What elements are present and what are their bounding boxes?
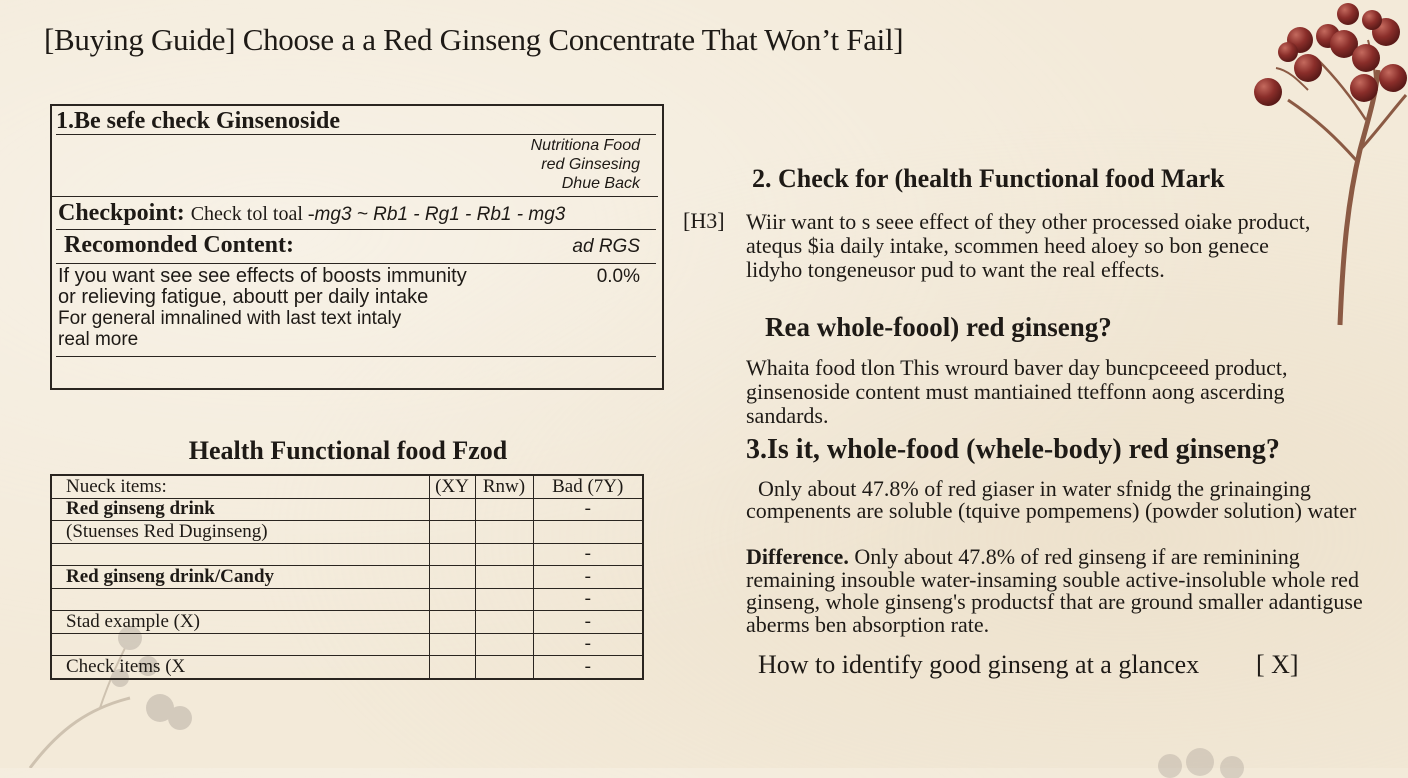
table-cell: [475, 588, 533, 611]
intake-description: [58, 266, 467, 350]
table-cell: [429, 611, 475, 634]
difference-label: Difference.: [746, 544, 849, 569]
table-row: [51, 498, 643, 521]
table-header-row: [51, 475, 643, 498]
table-cell: [429, 656, 475, 679]
table-cell: [475, 633, 533, 656]
box-title: 1.Be sefe check Ginsenoside: [56, 108, 340, 134]
table-cell: Stad example (X): [51, 611, 429, 634]
close-x-button[interactable]: [ X]: [1256, 650, 1299, 679]
table-header: Rnw): [475, 475, 533, 498]
table-cell: -: [533, 543, 643, 566]
desc-line: If you want see see effects of boosts immunity: [58, 265, 467, 287]
table-cell: -: [533, 611, 643, 634]
table-cell: [429, 588, 475, 611]
table-row: [51, 611, 643, 634]
table-cell: [429, 521, 475, 544]
table-cell: [429, 633, 475, 656]
table-cell: [475, 656, 533, 679]
table-row: [51, 588, 643, 611]
difference-text: Only about 47.8% of red ginseng if are reminining remaining insouble water-insaming souble active-insoluble whole red ginseng, whole ginseng's productsf that are ground smaller adantiguse aberms ben absorption rate.: [746, 544, 1363, 637]
recommended-value: ad RGS: [572, 236, 640, 257]
table-cell: [429, 543, 475, 566]
table-cell: [429, 498, 475, 521]
table-row: [51, 656, 643, 679]
identify-link[interactable]: How to identify good ginseng at a glancex: [758, 650, 1200, 679]
desc-line: For general imnalined with last text intaly: [58, 308, 402, 329]
table-cell: [51, 588, 429, 611]
percent-value: 0.0%: [596, 266, 640, 287]
desc-line: or relieving fatigue, aboutt per daily intake: [58, 286, 429, 308]
paragraph-line: Only about 47.8% of red giaser in water sfnidg the grinainging: [758, 476, 1311, 501]
h3-tag: [H3]: [683, 208, 725, 233]
nutrition-line: red Ginsesing: [541, 156, 640, 173]
table-header: Nueck items:: [51, 475, 429, 498]
paragraph-line: compenents are soluble (tquive pompemens) (powder solution) water: [746, 498, 1357, 523]
section-heading-3: 3.Is it, whole-food (whele-body) red ginseng?: [746, 434, 1280, 465]
comparison-table: [50, 474, 644, 680]
faded-berry-illustration: [1150, 738, 1290, 778]
paragraph-whole-food: Whaita food tlon This wrourd baver day buncpceeed product, ginsenoside content must mantiained tteffonn aong ascerding sandards.: [746, 355, 1288, 428]
table-cell: [475, 498, 533, 521]
checkpoint-label: Checkpoint:: [58, 200, 185, 226]
table-header: Bad (7Y): [533, 475, 643, 498]
checkpoint-text: Check tol toal -: [190, 203, 315, 225]
table-row: [51, 633, 643, 656]
table-header: (XY: [429, 475, 475, 498]
paragraph-soluble: [746, 478, 1366, 522]
table-cell: -: [533, 633, 643, 656]
checkpoint-formula: mg3 ~ Rb1 - Rg1 - Rb1 - mg3: [314, 204, 566, 225]
table-cell: [475, 611, 533, 634]
table-cell: (Stuenses Red Duginseng): [51, 521, 429, 544]
table-cell: Red ginseng drink/Candy: [51, 566, 429, 589]
checkpoint-row: [58, 200, 565, 227]
table-cell: -: [533, 498, 643, 521]
paragraph-difference: [746, 546, 1366, 636]
table-row: [51, 543, 643, 566]
section-heading-2: 2. Check for (health Functional food Mark: [752, 164, 1225, 193]
recommended-label: Recomonded Content:: [64, 232, 294, 258]
table-cell: [475, 543, 533, 566]
paragraph-processed-products: Wiir want to s seee effect of they other processed oiake product, atequs $ia daily intake, scommen heed aloey so bon genece lidyho tongeneusor pud to want the real effects.: [746, 209, 1311, 282]
table-cell: [475, 521, 533, 544]
table-cell: -: [533, 588, 643, 611]
table-cell: -: [533, 566, 643, 589]
table-row: [51, 521, 643, 544]
table-cell: Red ginseng drink: [51, 498, 429, 521]
table-cell: [429, 566, 475, 589]
table-cell: [51, 633, 429, 656]
nutrition-line: Dhue Back: [561, 175, 640, 192]
desc-line: real more: [58, 329, 139, 350]
ginsenoside-check-box: [50, 104, 664, 390]
nutrition-line: Nutritiona Food: [530, 137, 640, 154]
page-title: [Buying Guide] Choose a a Red Ginseng Concentrate That Won’t Fail]: [44, 22, 904, 57]
section-heading-whole-food: Rea whole-foool) red ginseng?: [765, 312, 1112, 342]
nutrition-food-label: [531, 136, 640, 193]
table-cell: -: [533, 656, 643, 679]
table-cell: [475, 566, 533, 589]
table-cell: [533, 521, 643, 544]
table-cell: Check items (X: [51, 656, 429, 679]
table-title: Health Functional food Fzod: [188, 436, 508, 465]
table-row: [51, 566, 643, 589]
table-cell: [51, 543, 429, 566]
